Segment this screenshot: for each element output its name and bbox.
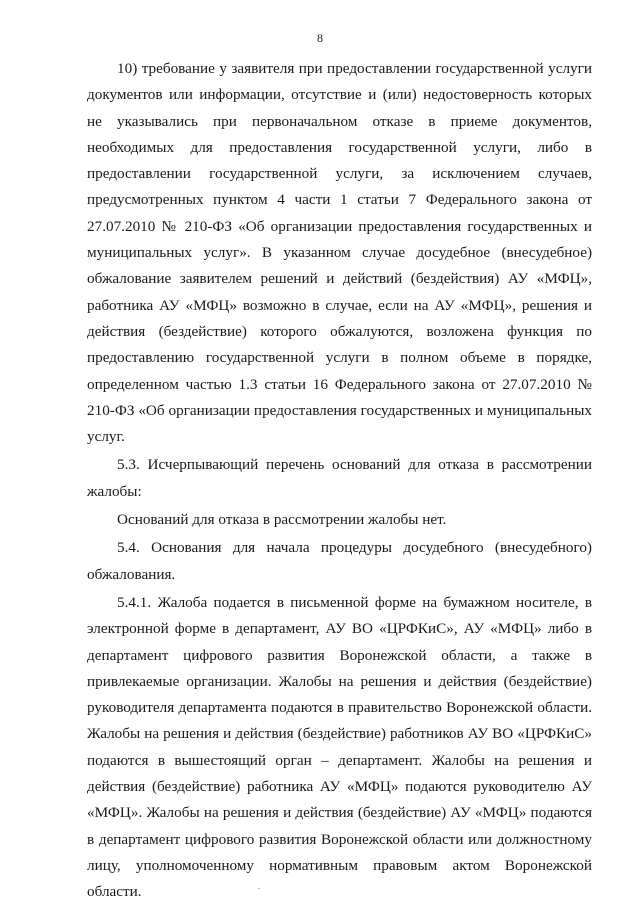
paragraph-5-4: 5.4. Основания для начала процедуры досудебного (внесудебного) обжалования. [87, 539, 592, 583]
paragraph-item-10: 10) требование у заявителя при предоставлении государственной услуги документов или информации, отсутствие и (или) недостоверность которых не указывались при первоначальном отказе в приеме документов, необходимых для предоставления государственной услуги, либо в предоставлении государственной услуги, за исключением случаев, предусмотренных пунктом 4 части 1 статьи 7 Федерального закона от 27.07.2010 № 210-ФЗ «Об организации предоставления государственных и муниципальных услуг». В указанном случае досудебное (внесудебное) обжалование заявителем решений и действий (бездействия) АУ «МФЦ», работника АУ «МФЦ» возможно в случае, если на АУ «МФЦ», решения и действия (бездействие) которого обжалуются, возложена функция по предоставлению государственной услуги в полном объеме в порядке, определенном частью 1.3 статьи 16 Федерального закона от 27.07.2010 № 210-ФЗ «Об организации предоставления государственных и муниципальных услуг. [87, 60, 592, 446]
paragraph-5-3: 5.3. Исчерпывающий перечень оснований для отказа в рассмотрении жалобы: [87, 456, 592, 500]
scan-speck [258, 888, 260, 889]
document-body [87, 56, 592, 906]
page-number: 8 [317, 31, 323, 45]
paragraph-5-4-1: 5.4.1. Жалоба подается в письменной форме на бумажном носителе, в электронной форме в департамент, АУ ВО «ЦРФКиС», АУ «МФЦ» либо в департамент цифрового развития Воронежской области, а также в привлекаемые организации. Жалобы на решения и действия (бездействие) руководителя департамента подаются в правительство Воронежской области. Жалобы на решения и действия (бездействие) работников АУ ВО «ЦРФКиС» подаются в вышестоящий орган – департамент. Жалобы на решения и действия (бездействие) работника АУ «МФЦ» подаются руководителю АУ «МФЦ». Жалобы на решения и действия (бездействие) АУ «МФЦ» подаются в департамент цифрового развития Воронежской области или должностному лицу, уполномоченному нормативным правовым актом Воронежской области. [87, 593, 592, 901]
paragraph-no-grounds: Оснований для отказа в рассмотрении жалобы нет. [117, 511, 447, 529]
